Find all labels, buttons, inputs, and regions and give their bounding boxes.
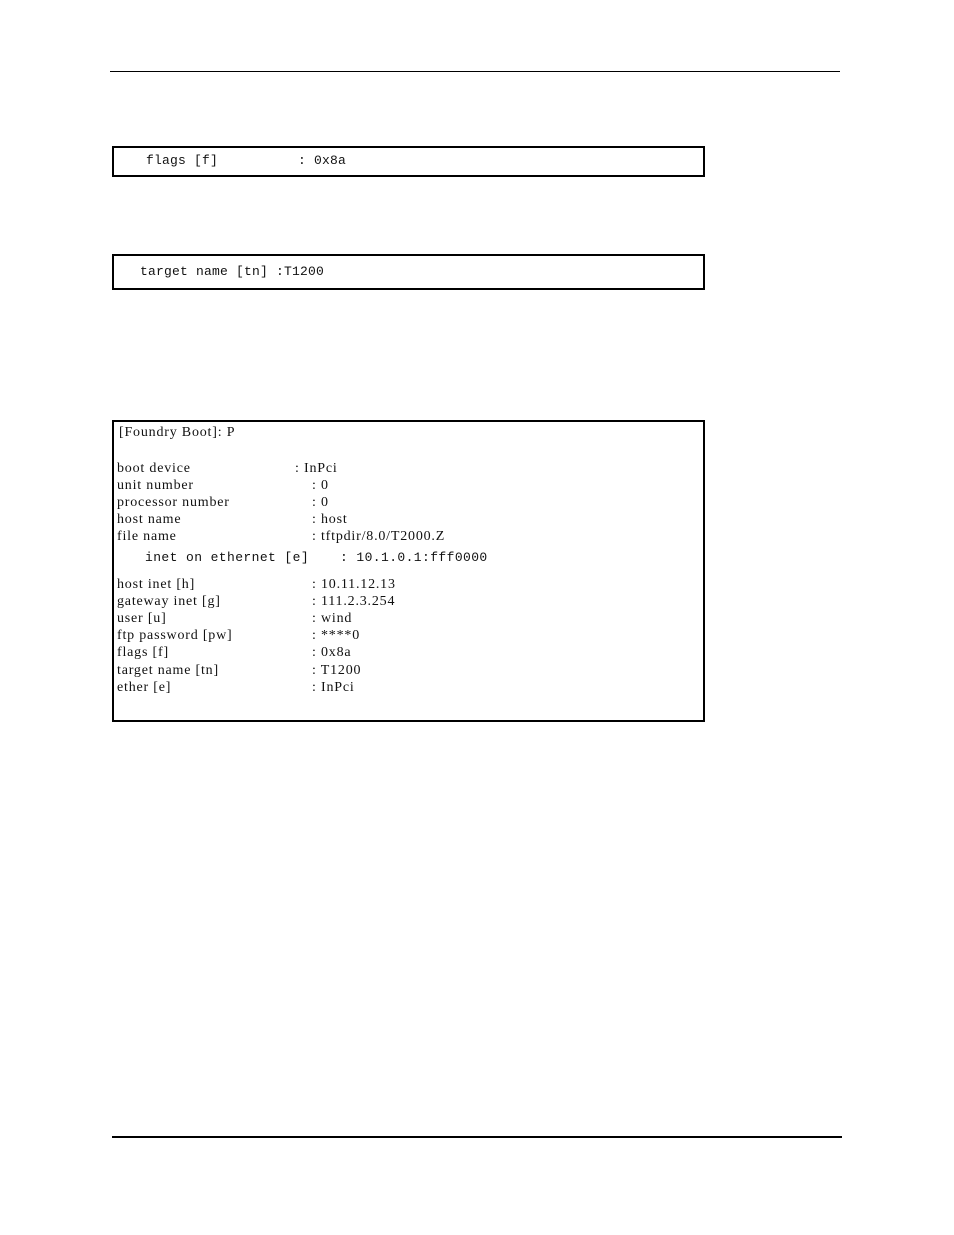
param-value: : 0 bbox=[312, 495, 329, 510]
param-label: ether [e] bbox=[117, 680, 172, 695]
param-value: : ****0 bbox=[312, 628, 360, 643]
param-row-flags bbox=[117, 645, 677, 660]
param-value: : host bbox=[312, 512, 348, 527]
param-value: : 111.2.3.254 bbox=[312, 594, 396, 609]
header-rule bbox=[110, 71, 840, 72]
param-value: : 0x8a bbox=[312, 645, 352, 660]
param-row-ftp-password bbox=[117, 628, 677, 643]
param-label: gateway inet [g] bbox=[117, 594, 221, 609]
param-row-host-inet bbox=[117, 577, 677, 592]
param-label: processor number bbox=[117, 495, 230, 510]
param-row-boot-device bbox=[117, 461, 677, 476]
param-label: unit number bbox=[117, 478, 194, 493]
param-row-file-name bbox=[117, 529, 677, 544]
param-label: target name [tn] bbox=[117, 663, 219, 678]
param-label: user [u] bbox=[117, 611, 167, 626]
param-value: : 0 bbox=[312, 478, 329, 493]
param-row-gateway-inet bbox=[117, 594, 677, 609]
boot-prompt: [Foundry Boot]: P bbox=[119, 425, 236, 440]
param-value: : wind bbox=[312, 611, 353, 626]
param-value: : tftpdir/8.0/T2000.Z bbox=[312, 529, 446, 544]
param-value: : 10.1.0.1:fff0000 bbox=[340, 550, 488, 565]
param-row-unit-number bbox=[117, 478, 677, 493]
param-row-target-name bbox=[117, 663, 677, 678]
flags-value: : 0x8a bbox=[298, 153, 347, 168]
param-label: host name bbox=[117, 512, 182, 527]
param-value: : 10.11.12.13 bbox=[312, 577, 396, 592]
param-label: ftp password [pw] bbox=[117, 628, 233, 643]
param-value: : InPci bbox=[312, 680, 355, 695]
param-row-user bbox=[117, 611, 677, 626]
footer-rule bbox=[112, 1136, 842, 1138]
param-label: flags [f] bbox=[117, 645, 169, 660]
param-label: host inet [h] bbox=[117, 577, 196, 592]
param-row-ether bbox=[117, 680, 677, 695]
param-row-host-name bbox=[117, 512, 677, 527]
code-block-boot-parameters bbox=[112, 420, 705, 722]
param-label: boot device bbox=[117, 461, 191, 476]
param-row-inet-on-ethernet bbox=[145, 550, 685, 565]
code-block-flags bbox=[112, 146, 705, 177]
param-row-processor-number bbox=[117, 495, 677, 510]
target-name-line: target name [tn] :T1200 bbox=[140, 264, 325, 279]
param-value: : T1200 bbox=[312, 663, 362, 678]
flags-label: flags [f] bbox=[146, 153, 219, 168]
param-label: inet on ethernet [e] bbox=[145, 550, 310, 565]
code-block-target-name bbox=[112, 254, 705, 290]
param-value: : InPci bbox=[295, 461, 338, 476]
param-label: file name bbox=[117, 529, 177, 544]
